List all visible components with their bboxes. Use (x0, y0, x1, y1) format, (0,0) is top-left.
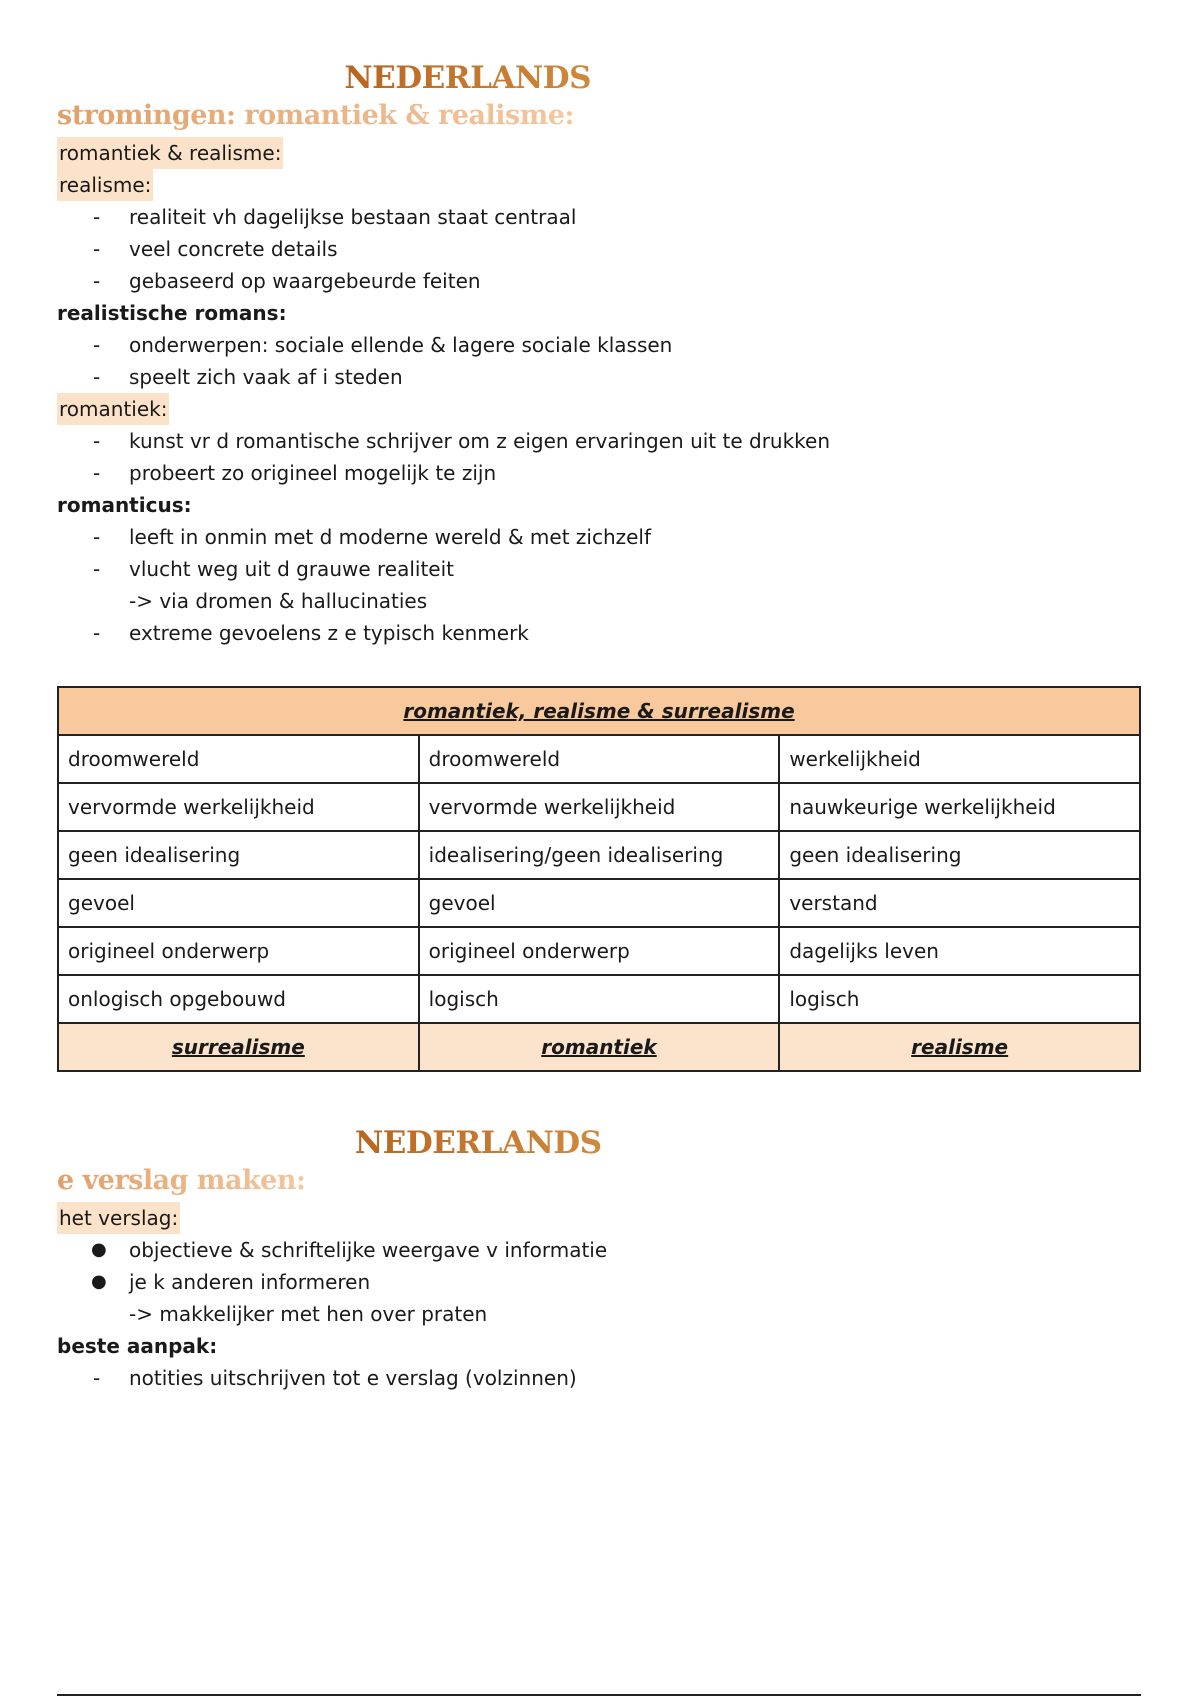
list-item (57, 617, 1147, 649)
table-row (58, 783, 1140, 831)
table-cell: logisch (419, 975, 780, 1023)
list-item (57, 521, 1147, 553)
dash-marker: - (93, 557, 101, 581)
section-1-title-wrap (0, 60, 1200, 96)
dash-marker: - (93, 205, 101, 229)
bullet-marker: ● (91, 1271, 107, 1292)
heading-romantiek-realisme: romantiek & realisme: (57, 137, 283, 169)
table-header-row (58, 687, 1140, 735)
table-cell: dagelijks leven (779, 927, 1140, 975)
table-cell: logisch (779, 975, 1140, 1023)
sub-note: -> makkelijker met hen over praten (129, 1302, 488, 1326)
list-item (57, 201, 1147, 233)
table-row (58, 879, 1140, 927)
list-item (57, 361, 1147, 393)
item-text: vlucht weg uit d grauwe realiteit (129, 557, 455, 581)
dash-marker: - (93, 365, 101, 389)
label-realistische-romans: realistische romans: (57, 301, 287, 325)
table-row (58, 831, 1140, 879)
label-realisme: realisme: (57, 169, 153, 201)
table-cell: droomwereld (419, 735, 780, 783)
dash-marker: - (93, 1366, 101, 1390)
section-1-body (57, 100, 1147, 649)
label-het-verslag: het verslag: (57, 1202, 180, 1234)
item-text: veel concrete details (129, 237, 338, 261)
table-row (58, 735, 1140, 783)
table-row (58, 975, 1140, 1023)
table-cell: gevoel (419, 879, 780, 927)
section-2-subtitle: e verslag maken: (57, 1165, 306, 1196)
table-cell: geen idealisering (58, 831, 419, 879)
section-2-title-wrap (0, 1125, 1200, 1161)
table-header-cell: romantiek, realisme & surrealisme (58, 687, 1140, 735)
table-cell: geen idealisering (779, 831, 1140, 879)
item-text: je k anderen informeren (129, 1270, 371, 1294)
list-item (57, 425, 1147, 457)
dash-marker: - (93, 461, 101, 485)
item-text: speelt zich vaak af i steden (129, 365, 403, 389)
list-item (57, 329, 1147, 361)
table-cell: droomwereld (58, 735, 419, 783)
table-cell: verstand (779, 879, 1140, 927)
section-1-title (344, 60, 855, 96)
table-cell: origineel onderwerp (58, 927, 419, 975)
table-cell: gevoel (58, 879, 419, 927)
table-cell: nauwkeurige werkelijkheid (779, 783, 1140, 831)
table-cell: werkelijkheid (779, 735, 1140, 783)
list-item (57, 1234, 1147, 1266)
table-footer-cell-romantiek: romantiek (419, 1023, 780, 1071)
section-1-subtitle: stromingen: romantiek & realisme: (57, 100, 574, 131)
dash-marker: - (93, 269, 101, 293)
item-text: probeert zo origineel mogelijk te zijn (129, 461, 497, 485)
dash-marker: - (93, 429, 101, 453)
table-row (58, 927, 1140, 975)
section-1-title-part-b: DEEL 2 LES 12 (601, 60, 856, 96)
section-2-body (57, 1165, 1147, 1394)
table-cell: idealisering/geen idealisering (419, 831, 780, 879)
item-text: leeft in onmin met d moderne wereld & met zichzelf (129, 525, 652, 549)
label-romantiek: romantiek: (57, 393, 169, 425)
comparison-table-wrap (57, 686, 1141, 1072)
dash-marker: - (93, 525, 101, 549)
section-2-title (355, 1125, 845, 1161)
list-item (57, 457, 1147, 489)
section-2-title-part-b: DEEL 3 LES 4 (611, 1125, 846, 1161)
table-cell: onlogisch opgebouwd (58, 975, 419, 1023)
item-text: onderwerpen: sociale ellende & lagere sociale klassen (129, 333, 673, 357)
item-text: realiteit vh dagelijkse bestaan staat centraal (129, 205, 577, 229)
item-text: gebaseerd op waargebeurde feiten (129, 269, 481, 293)
item-text: notities uitschrijven tot e verslag (volzinnen) (129, 1366, 577, 1390)
list-item (57, 553, 1147, 585)
table-cell: vervormde werkelijkheid (58, 783, 419, 831)
item-text: objectieve & schriftelijke weergave v informatie (129, 1238, 608, 1262)
label-beste-aanpak: beste aanpak: (57, 1334, 218, 1358)
table-footer-row (58, 1023, 1140, 1071)
item-text: extreme gevoelens z e typisch kenmerk (129, 621, 529, 645)
list-item (57, 233, 1147, 265)
dash-marker: - (93, 333, 101, 357)
list-item (57, 1266, 1147, 1298)
bullet-marker: ● (91, 1239, 107, 1260)
list-item (57, 1362, 1147, 1394)
sub-note: -> via dromen & hallucinaties (129, 589, 428, 613)
comparison-table (57, 686, 1141, 1072)
table-cell: vervormde werkelijkheid (419, 783, 780, 831)
bottom-rule (57, 1694, 1141, 1696)
table-cell: origineel onderwerp (419, 927, 780, 975)
item-text: kunst vr d romantische schrijver om z eigen ervaringen uit te drukken (129, 429, 831, 453)
dash-marker: - (93, 621, 101, 645)
section-1-title-part-a: NEDERLANDS (344, 60, 602, 96)
dash-marker: - (93, 237, 101, 261)
table-footer-cell-realisme: realisme (779, 1023, 1140, 1071)
label-romanticus: romanticus: (57, 493, 192, 517)
list-item (57, 265, 1147, 297)
table-footer-cell-surrealisme: surrealisme (58, 1023, 419, 1071)
section-2-title-part-a: NEDERLANDS (354, 1125, 612, 1161)
